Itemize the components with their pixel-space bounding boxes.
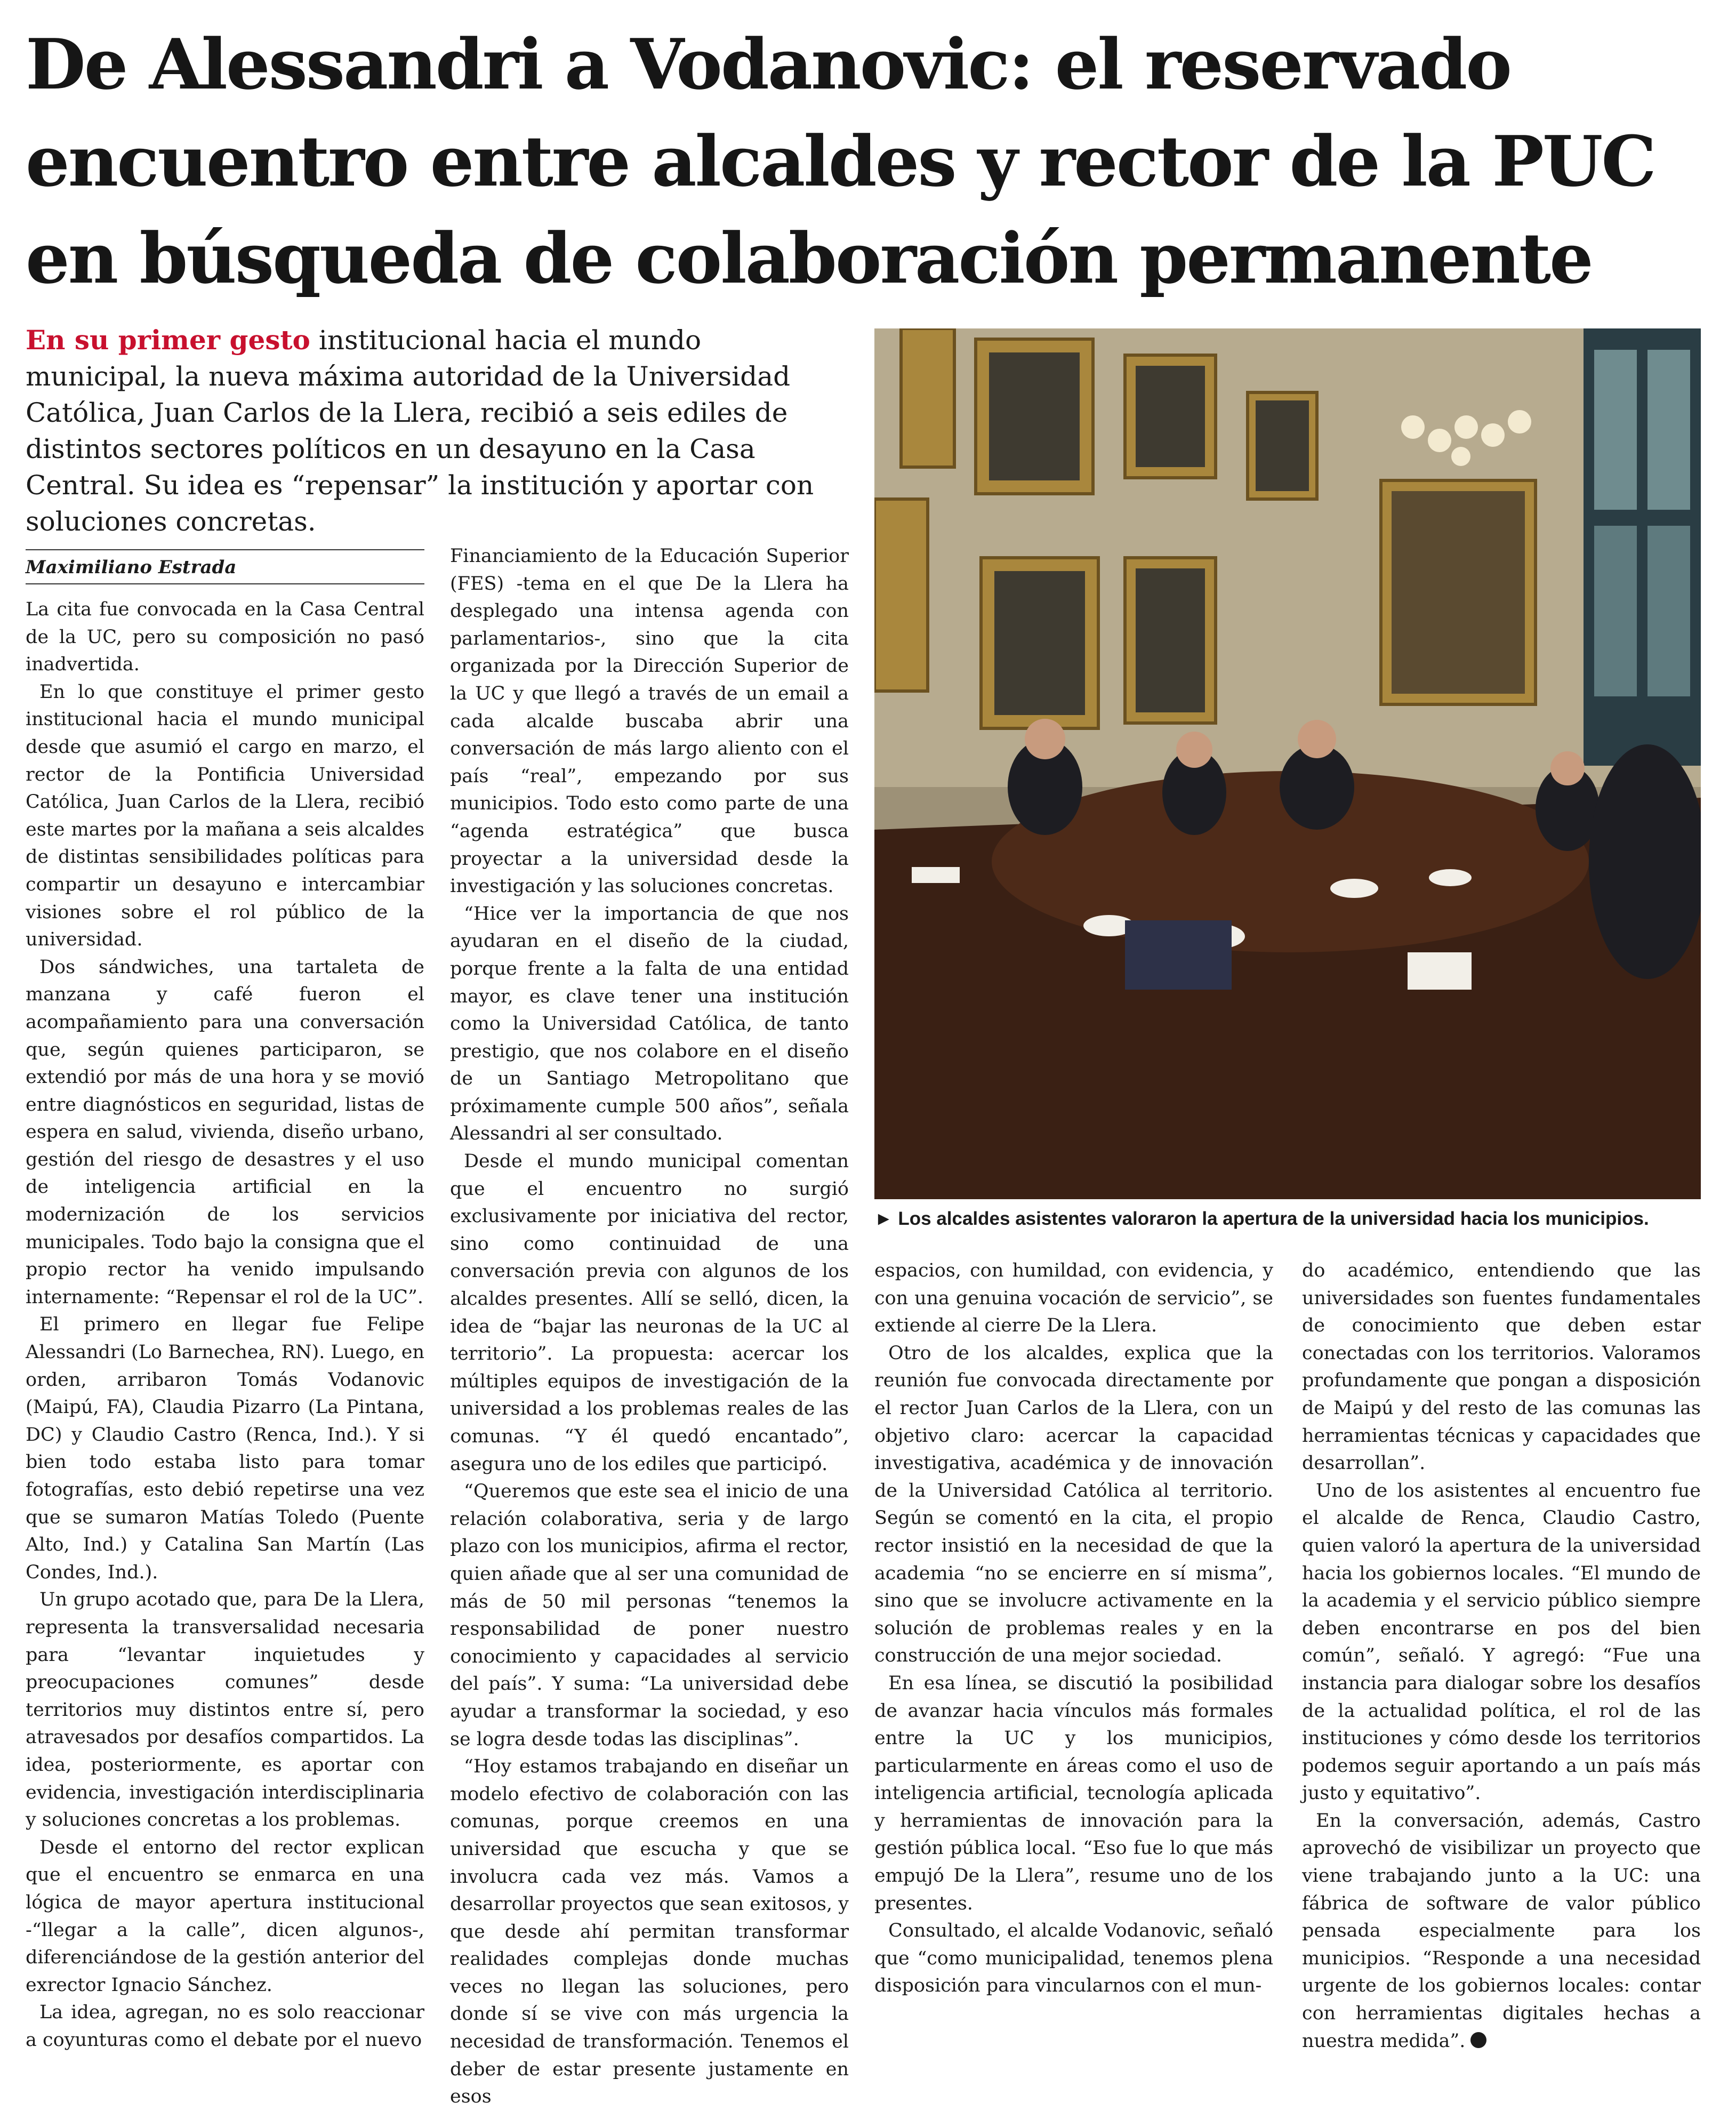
article-column-4 <box>1302 1257 1701 2055</box>
article-photo <box>874 328 1701 1199</box>
paragraph: Consultado, el alcalde Vodanovic, señaló que “como municipalidad, tenemos plena disposición para vincularnos con el mun- <box>874 1920 1273 1997</box>
paragraph: “Queremos que este sea el inicio de una relación colaborativa, seria y de largo plazo con los municipios, afirma el rector, quien añade que al ser una comunidad de más de 50 mil personas “tenemos la responsabilidad de poner nuestro conocimiento y capacidades al servicio del país”. Y suma: “La universidad debe ayudar a transformar la sociedad, y eso se logra desde todas las disciplinas”. <box>450 1481 849 1750</box>
paragraph: “Hoy estamos trabajando en diseñar un modelo efectivo de colaboración con las comunas, porque creemos en una universidad que escucha y que se involucra cada vez más. Vamos a desarrollar proyectos que sean exitosos, y que desde ahí permitan transformar realidades complejas donde muchas veces no llegan las soluciones, pero donde sí se vive con más urgencia la necesidad de transformación. Tenemos el deber de estar presente justamente en esos <box>450 1756 849 2108</box>
article-column-1 <box>26 596 424 2054</box>
article-column-3 <box>874 1257 1273 2000</box>
paragraph: do académico, entendiendo que las universidades son fuentes fundamentales de conocimiento que deben estar conectadas con los territorios. Valoramos profundamente que pongan a disposición de Maipú y del resto de las comunas las herramientas técnicas y capacidades que desarrollan”. <box>1302 1260 1701 1474</box>
lead-kicker: En su primer gesto <box>26 324 310 356</box>
end-mark-icon <box>1470 2032 1486 2048</box>
byline: Maximiliano Estrada <box>26 557 237 578</box>
paragraph: Desde el mundo municipal comentan que el encuentro no surgió exclusivamente por iniciativa del rector, sino como continuidad de una conversación previa con algunos de los alcaldes presentes. Allí se selló, dicen, la idea de “bajar las neuronas de la UC al territorio”. La propuesta: acercar los múltiples equipos de investigación de la universidad a los problemas reales de las comunas. “Y él quedó encantado”, asegura uno de los ediles que participó. <box>450 1151 849 1475</box>
paragraph: La cita fue convocada en la Casa Central de la UC, pero su composición no pasó inadvertida. <box>26 599 424 676</box>
final-paragraph-text: En la conversación, además, Castro aprovechó de visibilizar un proyecto que viene trabajando junto a la UC: una fábrica de software de valor público pensada especialmente para los municipios. “Responde a una necesidad urgente de los gobiernos locales: contar con herramientas digitales hechas a nuestra medida”. <box>1302 1810 1701 2052</box>
headline: De Alessandri a Vodanovic: el reservado encuentro entre alcaldes y rector de la PUC en búsqueda de colaboración permanente <box>26 23 1655 299</box>
article-column-2 <box>450 543 849 2111</box>
paragraph: Financiamiento de la Educación Superior (FES) -tema en el que De la Llera ha desplegado una intensa agenda con parlamentarios-, sino que la cita organizada por la Dirección Superior de la UC y que llegó a través de un email a cada alcalde buscaba abrir una conversación de más largo aliento con el país “real”, empezando por sus municipios. Todo esto como parte de una “agenda estratégica” que busca proyectar a la universidad desde la investigación y las soluciones concretas. <box>450 545 849 897</box>
paragraph: La idea, agregan, no es solo reaccionar a coyunturas como el debate por el nuevo <box>26 2002 424 2051</box>
paragraph: espacios, con humildad, con evidencia, y con una genuina vocación de servicio”, se extiende al cierre De la Llera. <box>874 1260 1273 1337</box>
paragraph: Uno de los asistentes al encuentro fue el alcalde de Renca, Claudio Castro, quien valoró la apertura de la universidad hacia los gobiernos locales. “El mundo de la academia y el servicio público siempre deben encontrarse en pos del bien común”, señaló. Y agregó: “Fue una instancia para dialogar sobre los desafíos de la actualidad política, el rol de las instituciones y cómo desde los territorios podemos seguir aportando a un país más justo y equitativo”. <box>1302 1480 1701 1804</box>
paragraph: En esa línea, se discutió la posibilidad de avanzar hacia vínculos más formales entre la UC y los municipios, particularmente en áreas como el uso de inteligencia artificial, tecnología aplicada y herramientas de innovación para la gestión pública local. “Eso fue lo que más empujó De la Llera”, resume uno de los presentes. <box>874 1672 1273 1914</box>
paragraph: Un grupo acotado que, para De la Llera, representa la transversalidad necesaria para “levantar inquietudes y preocupaciones comunes” desde territorios muy distintos entre sí, pero atravesados por desafíos compartidos. La idea, posteriormente, es aportar con evidencia, investigación interdisciplinaria y soluciones concretas a los problemas. <box>26 1589 424 1831</box>
byline-bottom-rule <box>26 583 424 584</box>
paragraph: El primero en llegar fue Felipe Alessandri (Lo Barnechea, RN). Luego, en orden, arribaron Tomás Vodanovic (Maipú, FA), Claudia Pizarro (La Pintana, DC) y Claudio Castro (Renca, Ind.). Y si bien todo estaba listo para tomar fotografías, esto debió repetirse una vez que se sumaron Matías Toledo (Puente Alto, Ind.) y Catalina San Martín (Las Condes, Ind.). <box>26 1314 424 1583</box>
paragraph <box>1302 1808 1701 2055</box>
paragraph: Dos sándwiches, una tartaleta de manzana y café fueron el acompañamiento para una conversación que, según quienes participaron, se extendió por más de una hora y se movió entre diagnósticos en seguridad, listas de espera en salud, vivienda, diseño urbano, gestión del riesgo de desastres y el uso de inteligencia artificial en la modernización de los servicios municipales. Todo bajo la consigna que el propio rector ha venido impulsando internamente: “Repensar el rol de la UC”. <box>26 956 424 1308</box>
lead-text: institucional hacia el mundo municipal, la nueva máxima autoridad de la Universidad Católica, Juan Carlos de la Llera, recibió a seis ediles de distintos sectores políticos en un desayuno en la Casa Central. Su idea es “repensar” la institución y aportar con soluciones concretas. <box>26 325 814 537</box>
meeting-room-illustration <box>874 328 1701 1199</box>
photo-caption: ► Los alcaldes asistentes valoraron la apertura de la universidad hacia los municipios. <box>874 1208 1649 1229</box>
paragraph: En lo que constituye el primer gesto institucional hacia el mundo municipal desde que asumió el cargo en marzo, el rector de la Pontificia Universidad Católica, Juan Carlos de la Llera, recibió este martes por la mañana a seis alcaldes de distintas sensibilidades políticas para compartir un desayuno e intercambiar visiones sobre el rol público de la universidad. <box>26 681 424 951</box>
byline-top-rule <box>26 549 424 550</box>
lead-paragraph <box>26 322 847 540</box>
paragraph: Otro de los alcaldes, explica que la reunión fue convocada directamente por el rector Juan Carlos de la Llera, con un objetivo claro: acercar la capacidad investigativa, académica y de innovación de la Universidad Católica al territorio. Según se comentó en la cita, el propio rector insistió en la necesidad de que la academia “no se encierre en sí misma”, sino que se involucre activamente en la solución de problemas reales y en la construcción de una mejor sociedad. <box>874 1342 1273 1667</box>
paragraph: “Hice ver la importancia de que nos ayudaran en el diseño de la ciudad, porque frente a la falta de una entidad mayor, es clave tener una institución como la Universidad Católica, de tanto prestigio, que nos colabore en el diseño de un Santiago Metropolitano que próximamente cumple 500 años”, señala Alessandri al ser consultado. <box>450 903 849 1145</box>
paragraph: Desde el entorno del rector explican que el encuentro se enmarca en una lógica de mayor apertura institucional -“llegar a la calle”, dicen algunos-, diferenciándose de la gestión anterior del exrector Ignacio Sánchez. <box>26 1836 424 1996</box>
